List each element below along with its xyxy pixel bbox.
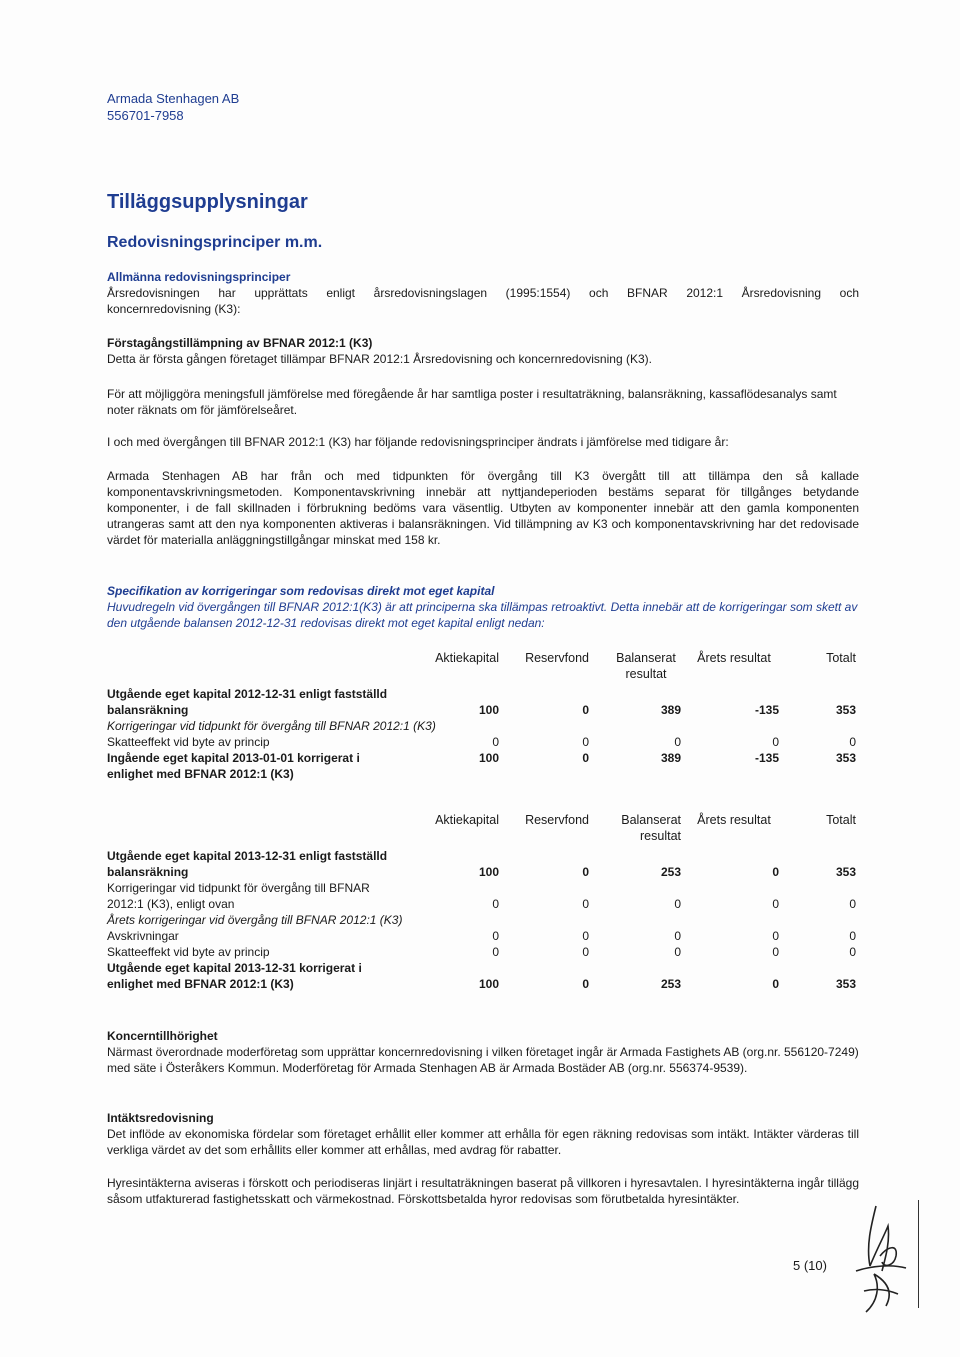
col-reservfond: Reservfond [525,651,589,665]
table-row: Skatteeffekt vid byte av princip 0 0 0 0 0 [107,945,856,959]
transition-paragraph: I och med övergången till BFNAR 2012:1 (K3) har följande redovisningsprinciper ändrats i jämförelse med tidigare år: [107,435,729,449]
col-totalt: Totalt [826,651,856,665]
col-arets-resultat: Årets resultat [697,651,771,665]
col-reservfond: Reservfond [525,813,589,827]
spec-heading: Specifikation av korrigeringar som redovisas direkt mot eget kapital [107,584,495,598]
table-row: Korrigeringar vid tidpunkt för övergång till BFNAR 2012:1 (K3) [107,719,436,733]
table-row: Årets korrigeringar vid övergång till BFNAR 2012:1 (K3) [107,913,403,927]
table-header-row [103,650,860,682]
section-title: Redovisningsprinciper m.m. [107,234,323,251]
company-header [107,90,239,124]
table-header-row [103,812,860,844]
general-text-line2: koncernredovisning (K3): [107,302,241,316]
page-title: Tilläggsupplysningar [107,191,308,213]
col-aktiekapital: Aktiekapital [435,813,499,827]
col-balanserat: Balanserat resultat [621,813,681,843]
signature-initials [836,1196,916,1321]
page-number: 5 (10) [793,1258,827,1273]
margin-line [918,1200,919,1308]
col-arets-resultat: Årets resultat [697,813,771,827]
table-row: Skatteeffekt vid byte av princip 0 0 0 0 0 [107,735,856,749]
group-text: Närmast överordnade moderföretag som upprättar koncernredovisning i vilken företaget ingår är Armada Fastighets AB (org.nr. 556120-7249) med säte i Österåkers Kommun. Moderföretag för Armada Stenhagen AB är Armada Bostäder AB (org.nr. 556374-9539). [107,1045,859,1075]
first-time-text: Detta är första gången företaget tillämpar BFNAR 2012:1 Årsredovisning och koncernredovisning (K3). [107,352,652,366]
table-row: Utgående eget kapital 2012-12-31 enligt fastställd balansräkning 100 0 389 -135 353 [107,687,856,717]
component-paragraph: Armada Stenhagen AB har från och med tidpunkten för övergång till K3 övergått till att tillämpa den så kallade komponentavskrivningsmetoden. Komponentavskrivning innebär att nyttjandeperioden bestäms separat för tillgånges betydande komponenter, i de fall skillnaden i förbrukning bedöms vara väsentlig. Utbyten av komponenter innebär att den gamla komponenten utrangeras samt att den nya komponenten aktiveras i balansräkningen. Vid tillämpning av K3 och komponentavskrivning har det redovisade värdet för materialla anläggningstillgångar minskat med 158 kr. [107,469,859,547]
table-row: Utgående eget kapital 2013-12-31 korrigerat i enlighet med BFNAR 2012:1 (K3) 100 0 253 0 353 [107,961,856,991]
general-heading: Allmänna redovisningsprinciper [107,270,291,284]
equity-table-2012 [103,650,860,782]
org-number: 556701-7958 [107,108,184,123]
general-text-line1: Årsredovisningen har upprättats enligt årsredovisningslagen (1995:1554) och BFNAR 2012:1 Årsredovisning och [107,286,859,300]
company-name: Armada Stenhagen AB [107,91,240,106]
table-row: Ingående eget kapital 2013-01-01 korrigerat i enlighet med BFNAR 2012:1 (K3) 100 0 389 -135 353 [107,751,856,781]
revenue-section [107,1110,859,1158]
revenue-text-1: Det inflöde av ekonomiska fördelar som företaget erhållit eller kommer att erhålla för egen räkning redovisas som intäkt. Intäkter värderas till verkliga värdet av det som erhållits eller kommer att erhållas, med avdrag för rabatter. [107,1127,859,1157]
table-row: Avskrivningar 0 0 0 0 0 [107,929,856,943]
revenue-heading: Intäktsredovisning [107,1111,214,1125]
table-row: Utgående eget kapital 2013-12-31 enligt fastställd balansräkning 100 0 253 0 353 [107,849,856,879]
col-aktiekapital: Aktiekapital [435,651,499,665]
table-row: Korrigeringar vid tidpunkt för övergång till BFNAR 2012:1 (K3), enligt ovan 0 0 0 0 0 [107,881,856,911]
revenue-text-2: Hyresintäkterna aviseras i förskott och periodiseras linjärt i resultaträkningen baserat på villkoren i hyresavtalen. I hyresintäkterna ingår tillägg såsom utfakturerad fastighetsskatt och värmekostnad. Förskottsbetalda hyror redovisas som förutbetalda hyresintäkter. [107,1176,859,1206]
comparison-paragraph: För att möjliggöra meningsfull jämförelse med föregående år har samtliga poster i resultaträkning, balansräkning, kassaflödesanalys samt noter räknats om för jämförelseåret. [107,387,837,417]
spec-section [107,583,859,631]
first-time-adoption [107,335,859,367]
col-balanserat: Balanserat resultat [616,651,676,681]
col-totalt: Totalt [826,813,856,827]
first-time-heading: Förstagångstillämpning av BFNAR 2012:1 (K3) [107,336,373,350]
equity-table-2013 [103,812,860,992]
group-heading: Koncerntillhörighet [107,1029,218,1043]
general-principles [107,269,859,317]
group-section [107,1028,859,1076]
spec-text: Huvudregeln vid övergången till BFNAR 2012:1(K3) är att principerna ska tillämpas retroaktivt. Detta innebär att de korrigeringar som skett av den utgående balansen 2012-12-31 redovisas direkt mot eget kapital enligt nedan: [107,600,858,630]
